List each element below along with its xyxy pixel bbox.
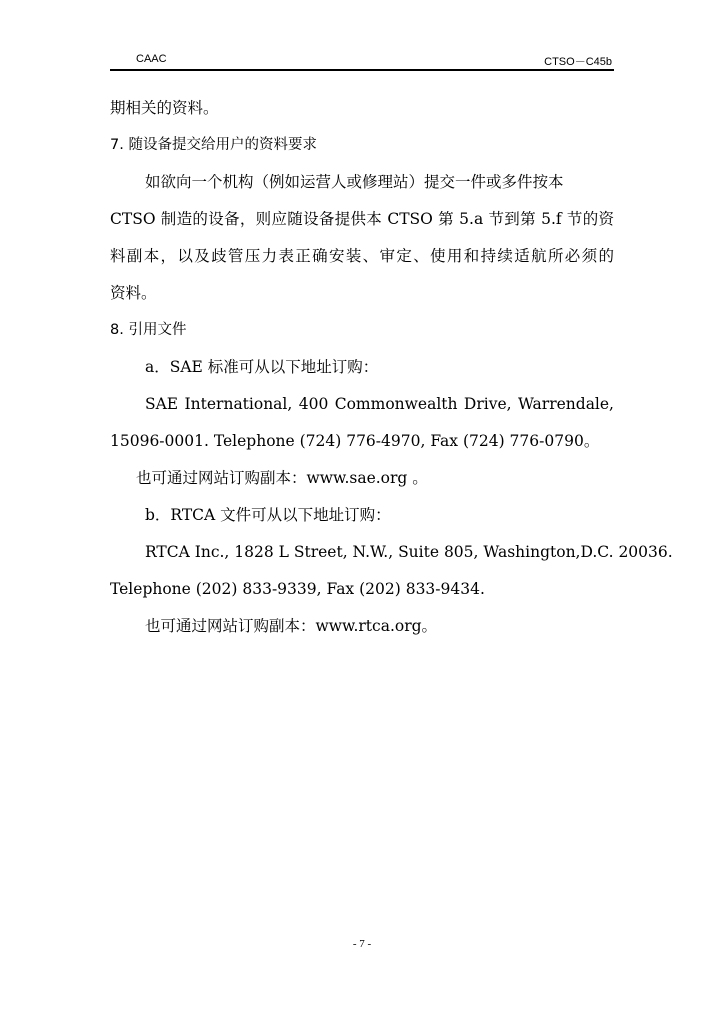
sae-address-line: SAE International, 400 Commonwealth Drive, Warrendale, [145, 395, 614, 413]
page-number: - 7 - [352, 938, 372, 950]
header-doc-id: CTSO－C45b [544, 56, 612, 68]
section-7-heading: 7. 随设备提交给用户的资料要求 [110, 137, 317, 153]
paragraph-line: 如欲向一个机构（例如运营人或修理站）提交一件或多件按本 [145, 173, 564, 191]
paragraph-line: 资料。 [110, 284, 157, 302]
header-org: CAAC [136, 53, 167, 65]
list-item-b: b．RTCA 文件可从以下地址订购： [145, 506, 391, 524]
paragraph-line: 料副本，以及歧管压力表正确安装、审定、使用和持续适航所必须的 [110, 247, 614, 265]
list-item-a: a．SAE 标准可从以下地址订购： [145, 358, 379, 376]
page-header [110, 52, 614, 68]
rtca-website-line: 也可通过网站订购副本：www.rtca.org。 [145, 617, 438, 635]
header-rule [110, 69, 614, 71]
paragraph-line: 期相关的资料。 [110, 99, 219, 117]
rtca-address-line: RTCA Inc., 1828 L Street, N.W., Suite 805, Washington,D.C. 20036. [145, 543, 673, 561]
sae-address-line: 15096-0001. Telephone (724) 776-4970, Fax (724) 776-0790。 [110, 432, 600, 450]
document-body [110, 90, 673, 645]
rtca-address-line: Telephone (202) 833-9339, Fax (202) 833-9434. [110, 580, 485, 598]
section-8-heading: 8. 引用文件 [110, 322, 187, 338]
sae-website-line: 也可通过网站订购副本：www.sae.org 。 [136, 469, 428, 487]
paragraph-line: CTSO 制造的设备，则应随设备提供本 CTSO 第 5.a 节到第 5.f 节的资 [110, 210, 614, 228]
